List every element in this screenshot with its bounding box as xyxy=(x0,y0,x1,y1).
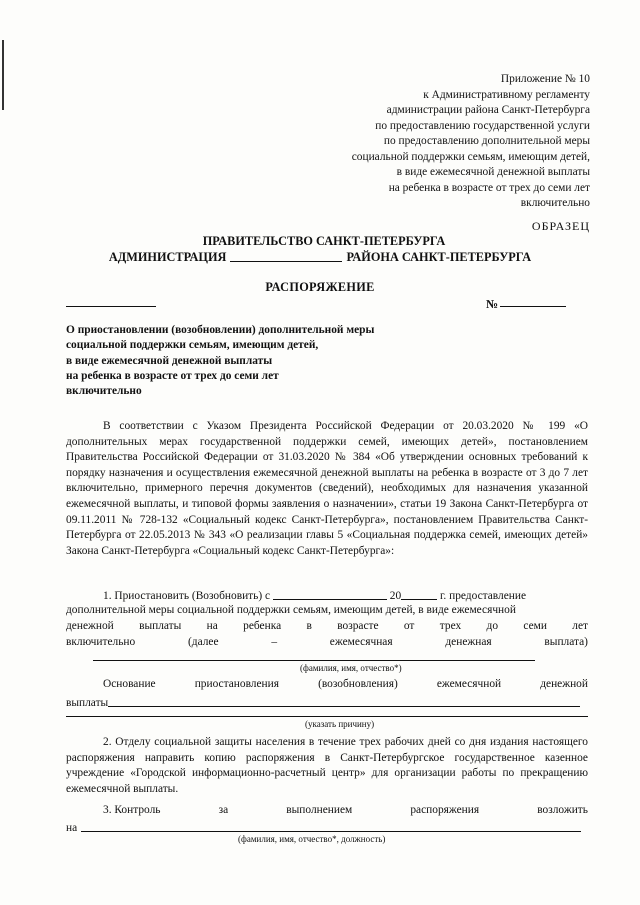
annex-line: по предоставлению государственной услуги xyxy=(375,119,590,132)
word: приостановления xyxy=(194,678,279,690)
basis-line xyxy=(103,678,588,690)
word: выплаты xyxy=(139,620,182,632)
word: до xyxy=(486,620,499,632)
number-blank[interactable] xyxy=(500,306,566,307)
word: денежной xyxy=(66,620,114,632)
item2-text: 2. Отделу социальной защиты населения в течение трех рабочих дней со дня издания настоящего распоряжения направить копию распоряжения в Санкт-Петербургское государственное казенное учреждение «Городской информационно-расчетный центр» для организации работы по прекращению ежемесячной выплаты. xyxy=(66,736,588,795)
word: возрасте xyxy=(337,620,379,632)
preamble-text: В соответствии с Указом Президента Российской Федерации от 20.03.2020 № 199 «О дополнительных мерах государственной поддержки семей, имеющих детей», постановлением Правительства Российской Федерации от 31.03.2020 № 384 «Об утверждении основных требований к порядку назначения и осуществления ежемесячной денежной выплаты на ребенка в возрасте от 3 до 7 лет включительно, примерного перечня документов (сведений), необходимых для назначения указанной ежемесячной выплаты, и типовой формы заявления о назначении», статьи 19 Закона Санкт-Петербурга от 09.11.2011 № 728-132 «Социальный кодекс Санкт-Петербурга», постановлением Правительства Санкт-Петербурга от 22.05.2013 № 343 «О реализации главы 5 «Социальная поддержка семей, имеющих детей» Закона Санкт-Петербурга «Социальный кодекс Санкт-Петербурга»: xyxy=(66,420,588,557)
word: возложить xyxy=(537,804,588,816)
annex-block xyxy=(270,72,590,212)
word: от xyxy=(403,620,415,632)
subject-line: в виде ежемесячной денежной выплаты xyxy=(66,354,273,367)
basis-tail: выплаты xyxy=(66,697,109,709)
word: (возобновления) xyxy=(318,678,398,690)
annex-line: на ребенка в возрасте от трех до семи лет xyxy=(388,181,590,194)
word: в xyxy=(306,620,312,632)
word: лет xyxy=(572,620,588,632)
word: денежной xyxy=(540,678,588,690)
reason-blank[interactable] xyxy=(66,716,588,717)
reason-caption: (указать причину) xyxy=(305,719,375,729)
fio-caption: (фамилия, имя, отчество*) xyxy=(300,663,402,673)
item1-line2: дополнительной меры социальной поддержки семьям, имеющим детей, в виде ежемесячной xyxy=(66,604,516,616)
preamble-paragraph xyxy=(66,419,588,559)
subject-line: О приостановлении (возобновлении) дополнительной меры xyxy=(66,324,375,336)
word: выплата) xyxy=(544,636,588,648)
subject-line: социальной поддержки семьям, имеющим детей, xyxy=(66,339,319,352)
word: семи xyxy=(523,620,547,632)
item3-line1 xyxy=(103,804,588,816)
word: – xyxy=(271,636,278,648)
item1-start: 1. Приостановить (Возобновить) с xyxy=(103,590,271,602)
word: включительно xyxy=(66,636,136,648)
annex-line: в виде ежемесячной денежной выплаты xyxy=(396,166,590,178)
word: ребенка xyxy=(243,620,282,632)
scan-edge-mark xyxy=(2,40,4,110)
basis-tail-line xyxy=(66,695,588,709)
item2-paragraph xyxy=(66,735,588,797)
word: 3. Контроль xyxy=(103,804,161,816)
word: ежемесячной xyxy=(436,678,502,690)
sample-mark: ОБРАЗЕЦ xyxy=(531,219,590,233)
word: ежемесячная xyxy=(329,636,393,648)
annex-line: к Административному регламенту xyxy=(423,88,590,101)
word: трех xyxy=(439,620,462,632)
word: выполнением xyxy=(286,804,353,816)
subject-line: включительно xyxy=(66,385,142,398)
number-sign: № xyxy=(486,297,499,311)
government-title: ПРАВИТЕЛЬСТВО САНКТ-ПЕТЕРБУРГА xyxy=(202,234,446,248)
item1-line1 xyxy=(103,588,588,602)
district-blank[interactable] xyxy=(230,250,342,262)
responsible-caption: (фамилия, имя, отчество*, должность) xyxy=(238,834,386,844)
word: денежная xyxy=(445,636,492,648)
annex-line: администрации района Санкт-Петербурга xyxy=(386,104,590,116)
year-blank[interactable] xyxy=(401,588,437,600)
word: Основание xyxy=(103,678,156,690)
annex-line: включительно xyxy=(520,197,590,209)
word: за xyxy=(218,804,229,816)
annex-line: Приложение № 10 xyxy=(500,73,590,85)
item1-after-year: г. предоставление xyxy=(440,590,527,602)
date-blank[interactable] xyxy=(66,306,156,307)
word: распоряжения xyxy=(410,804,480,816)
document-type: РАСПОРЯЖЕНИЕ xyxy=(265,280,375,294)
word: на xyxy=(206,620,218,632)
admin-right: РАЙОНА САНКТ-ПЕТЕРБУРГА xyxy=(346,250,532,264)
recipient-fio-blank[interactable] xyxy=(93,660,535,661)
annex-line: по предоставлению дополнительной меры xyxy=(383,135,590,147)
subject-title xyxy=(66,323,486,399)
start-date-blank[interactable] xyxy=(273,588,387,600)
item1-year-prefix: 20 xyxy=(389,590,402,602)
word: (далее xyxy=(187,636,219,648)
basis-blank[interactable] xyxy=(108,695,580,707)
item1-line3 xyxy=(66,620,588,632)
administration-title xyxy=(0,250,640,265)
responsible-blank[interactable] xyxy=(81,820,581,832)
item1-line4 xyxy=(66,636,588,648)
annex-line: социальной поддержки семьям, имеющим детей, xyxy=(351,150,590,163)
admin-left: АДМИНИСТРАЦИЯ xyxy=(108,250,227,264)
item3-line2 xyxy=(66,820,588,834)
subject-line: на ребенка в возрасте от трех до семи лет xyxy=(66,369,279,382)
item3-on: на xyxy=(66,822,78,834)
